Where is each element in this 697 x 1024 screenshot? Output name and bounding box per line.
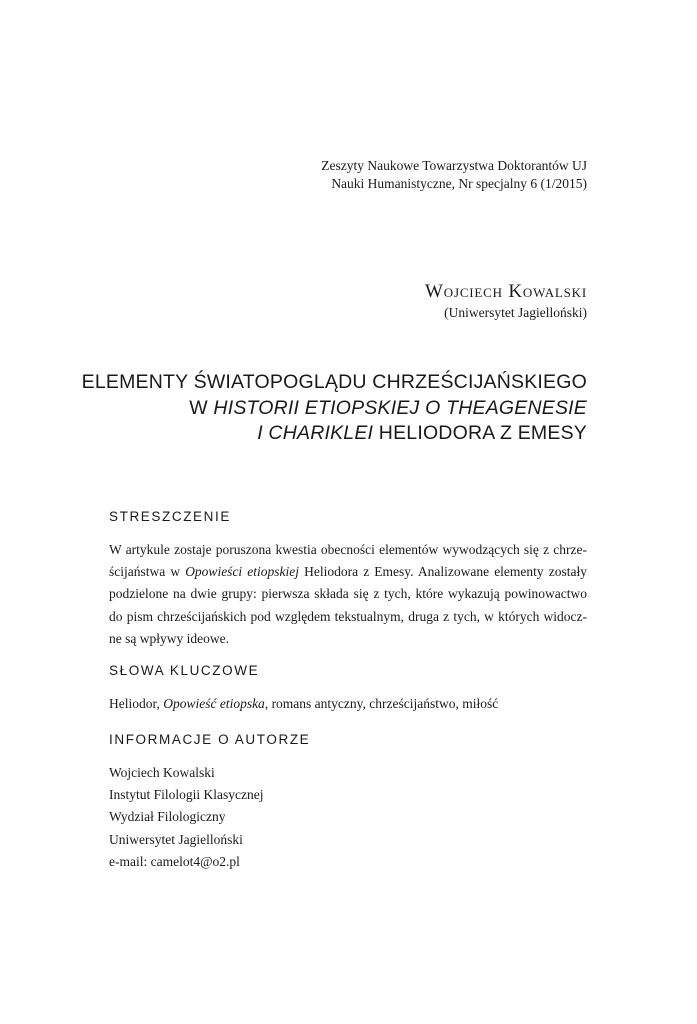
author-info-line: Instytut Filologii Klasycznej <box>109 787 264 803</box>
title-line-3-italic: I CHARIKLEI <box>257 422 374 444</box>
abstract-line: W artykule zostaje poruszona kwestia obecności elementów wywodzących się z chrze- <box>109 542 587 557</box>
author-email: e-mail: camelot4@o2.pl <box>109 853 240 869</box>
title-line-2-prefix: W <box>189 396 214 419</box>
keywords-part: Heliodor, <box>109 696 164 711</box>
author-info-line: Wydział Filologiczny <box>109 809 226 825</box>
title-line-2 <box>82 396 587 422</box>
author-info-line: Wojciech Kowalski <box>109 765 215 780</box>
title-line-1: ELEMENTY ŚWIATOPOGLĄDU CHRZEŚCIJAŃSKIEGO <box>81 371 587 393</box>
author-info-heading: INFORMACJE O AUTORZE <box>109 732 311 747</box>
author-info-line: Uniwersytet Jagielloński <box>109 831 243 847</box>
abstract-line: do pism chrześcijańskich pod względem tekstualnym, druga z tych, w których widocz- <box>109 608 587 624</box>
title-line-2-italic: HISTORII ETIOPSKIEJ O THEAGENESIE <box>213 396 587 419</box>
journal-issue: Nauki Humanistyczne, Nr specjalny 6 (1/2015) <box>331 176 587 191</box>
keywords-heading: SŁOWA KLUCZOWE <box>109 663 260 678</box>
abstract-line-part: ścijaństwa w <box>109 564 186 580</box>
title-line-3-suffix: HELIODORA Z EMESY <box>373 422 587 444</box>
article-page <box>81 0 588 1024</box>
abstract-line-part: Heliodora z Emesy. Analizowane elementy zostały <box>299 564 588 580</box>
journal-title: Zeszyty Naukowe Towarzystwa Doktorantów UJ <box>321 158 587 173</box>
abstract-text <box>109 539 587 650</box>
abstract-line: podzielone na dwie grupy: pierwsza składa się z tych, które wykazują powinowactwo <box>109 586 587 602</box>
abstract-line: ne są wpływy ideowe. <box>109 630 229 646</box>
abstract-heading: STRESZCZENIE <box>109 509 231 524</box>
author-affiliation: (Uniwersytet Jagielloński) <box>444 305 587 320</box>
keywords-italic: Opowieść etiopska <box>163 696 265 711</box>
keywords-text <box>109 695 498 713</box>
article-title <box>82 370 587 447</box>
abstract-line <box>109 561 587 583</box>
keywords-part: , romans antyczny, chrześcijaństwo, miłość <box>264 696 499 711</box>
author-info <box>109 762 264 873</box>
title-line-3 <box>82 421 587 447</box>
abstract-italic-title: Opowieści etiopskiej <box>185 564 300 580</box>
journal-header <box>321 157 587 193</box>
author-name: Wojciech Kowalski <box>425 281 587 302</box>
